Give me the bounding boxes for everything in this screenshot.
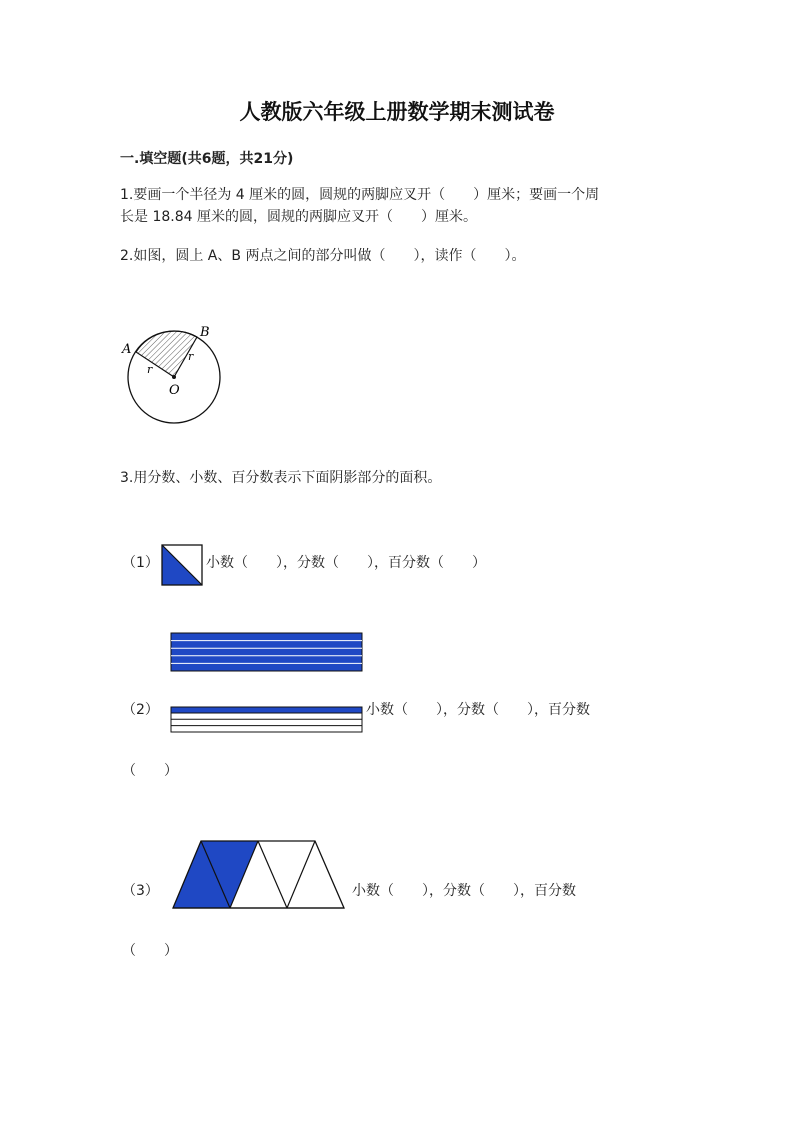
- question-2-text: 2.如图，圆上 A、B 两点之间的部分叫做（ ），读作（ ）。: [120, 248, 526, 264]
- parallelogram-triangles: [172, 839, 350, 911]
- label-b: B: [200, 325, 210, 340]
- striped-rectangle-partial: [170, 706, 364, 734]
- part-3-answer-continuation: （ ）: [122, 943, 178, 959]
- triangle-edge: [287, 841, 315, 908]
- blue-rectangle: [171, 633, 362, 671]
- circle-arc-figure: [118, 322, 228, 426]
- part-2-number: （2）: [122, 702, 159, 718]
- triangle-edge: [258, 841, 287, 908]
- part-2-answer-text: 小数（ ），分数（ ），百分数: [366, 702, 590, 718]
- part-3-answer-text: 小数（ ），分数（ ），百分数: [352, 883, 576, 899]
- part-2-answer-continuation: （ ）: [122, 763, 178, 779]
- question-3-text: 3.用分数、小数、百分数表示下面阴影部分的面积。: [120, 470, 442, 486]
- question-1-line-1: 1.要画一个半径为 4 厘米的圆，圆规的两脚应叉开（ ）厘米；要画一个周: [120, 187, 600, 203]
- part-1-number: （1）: [122, 555, 159, 571]
- part-3-number: （3）: [122, 883, 159, 899]
- question-1-line-2: 长是 18.84 厘米的圆，圆规的两脚应叉开（ ）厘米。: [120, 209, 477, 225]
- label-r-left: r: [147, 363, 153, 376]
- label-o: O: [169, 383, 180, 398]
- square-diagram: [160, 543, 204, 587]
- section-heading: 一.填空题(共6题，共21分): [120, 151, 294, 167]
- page-title: 人教版六年级上册数学期末测试卷: [239, 99, 555, 124]
- label-r-right: r: [188, 350, 194, 363]
- label-a: A: [122, 342, 132, 357]
- striped-rectangle-full: [170, 632, 364, 674]
- part-1-answer-text: 小数（ ），分数（ ），百分数（ ）: [206, 555, 486, 571]
- center-dot: [172, 375, 176, 379]
- blue-strip: [171, 707, 362, 713]
